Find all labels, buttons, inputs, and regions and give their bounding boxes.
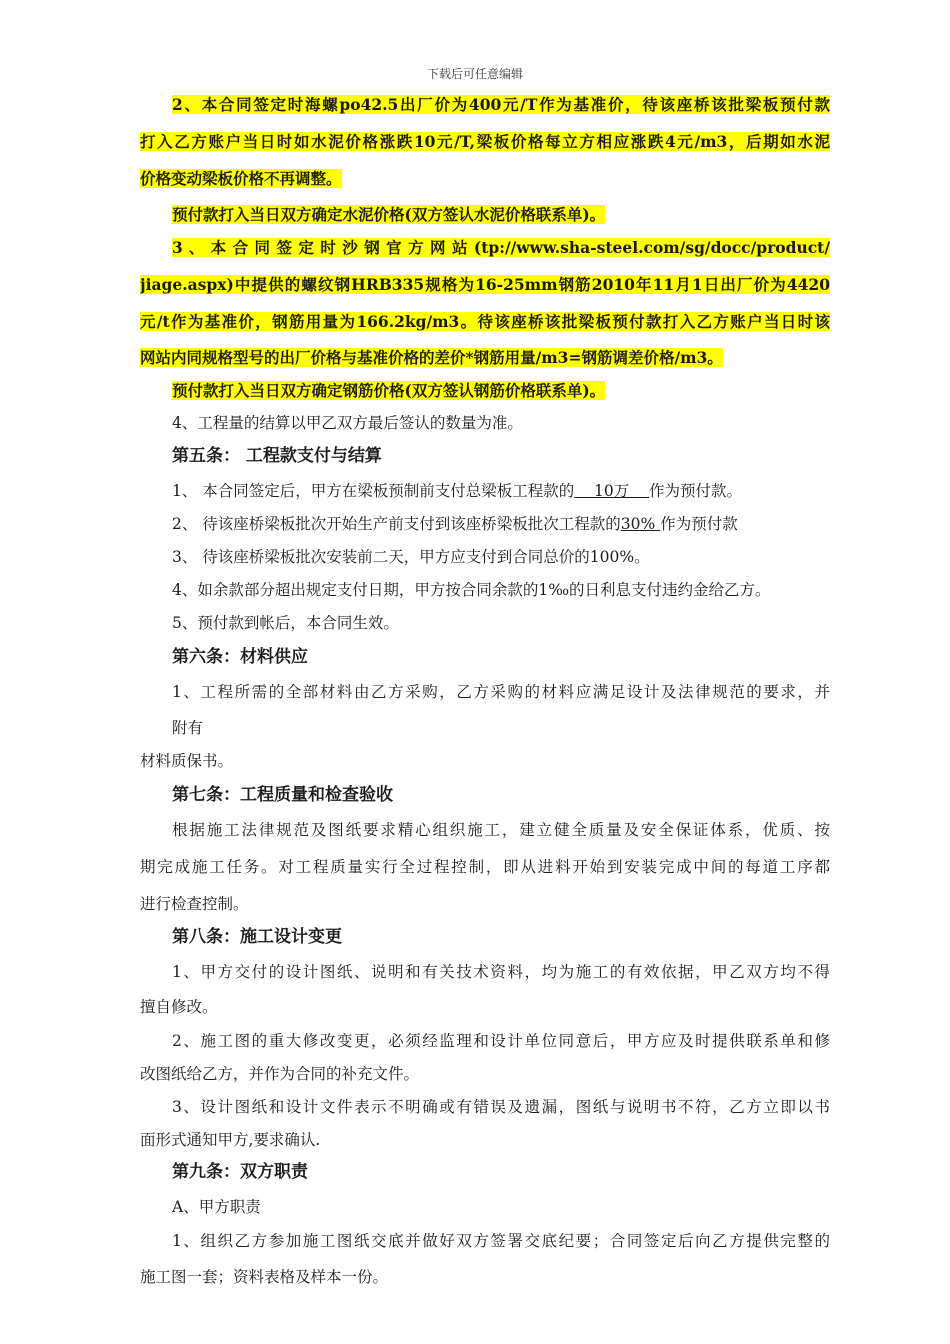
clause8-title: 第八条：施工设计变更	[172, 927, 342, 947]
advance-amount: 10万	[574, 482, 649, 500]
clause8-item1-line1: 1、甲方交付的设计图纸、说明和有关技术资料，均为施工的有效依据，甲乙双方均不得	[172, 963, 830, 981]
clause6-item1-line1: 1、工程所需的全部材料由乙方采购，乙方采购的材料应满足设计及法律规范的要求，并	[172, 683, 830, 701]
clause7-line2: 期完成施工任务。对工程质量实行全过程控制，即从进料开始到安装完成中间的每道工序都	[140, 858, 830, 876]
clause6-item1-line2: 附有	[172, 719, 204, 737]
clause8-item3-line1: 3、设计图纸和设计文件表示不明确或有错误及遗漏，图纸与说明书不符，乙方立即以书	[172, 1098, 830, 1116]
clause8-item2-line2: 改图纸给乙方，并作为合同的补充文件。	[140, 1065, 420, 1083]
clause9-a1-line1: 1、组织乙方参加施工图纸交底并做好双方签署交底纪要；合同签定后向乙方提供完整的	[172, 1232, 830, 1250]
clause9-title: 第九条：双方职责	[172, 1162, 308, 1182]
clause7-line3: 进行检查控制。	[140, 895, 249, 913]
clause4-item3-line3: 元/t作为基准价，钢筋用量为166.2kg/m3。待该座桥该批梁板预付款打入乙方账户当日时该	[140, 312, 830, 331]
clause4-item3-line1: 3 、 本 合 同 签 定 时 沙 钢 官 方 网 站 (tp://www.sha-steel.com/sg/docc/product/	[172, 238, 830, 257]
clause5-item1: 1、 本合同签定后，甲方在梁板预制前支付总梁板工程款的 10万 作为预付款。	[172, 482, 742, 500]
clause5-item3: 3、 待该座桥梁板批次安装前二天，甲方应支付到合同总价的100%。	[172, 548, 650, 566]
clause4-item2-note: 预付款打入当日双方确定水泥价格(双方签认水泥价格联系单)。	[172, 205, 606, 224]
clause6-item1-line3: 材料质保书。	[140, 752, 234, 770]
clause5-title: 第五条： 工程款支付与结算	[172, 446, 382, 466]
clause8-item2-line1: 2、施工图的重大修改变更，必须经监理和设计单位同意后，甲方应及时提供联系单和修	[172, 1032, 830, 1050]
clause7-title: 第七条：工程质量和检查验收	[172, 785, 393, 805]
clause7-line1: 根据施工法律规范及图纸要求精心组织施工，建立健全质量及安全保证体系，优质、按	[172, 821, 830, 839]
clause4-item2-line1: 2、本合同签定时海螺po42.5出厂价为400元/T作为基准价，待该座桥该批梁板预付款	[172, 95, 830, 114]
clause8-item1-line2: 擅自修改。	[140, 998, 218, 1016]
clause4-item2-line3: 价格变动梁板价格不再调整。	[140, 169, 342, 188]
clause4-item2-line2: 打入乙方账户当日时如水泥价格涨跌10元/T,梁板价格每立方相应涨跌4元/m3，后期如水泥	[140, 132, 830, 151]
clause4-item4: 4、工程量的结算以甲乙双方最后签认的数量为准。	[172, 414, 523, 432]
clause6-title: 第六条：材料供应	[172, 647, 308, 667]
clause9-party-a-heading: A、甲方职责	[172, 1198, 261, 1216]
clause4-item3-note: 预付款打入当日双方确定钢筋价格(双方签认钢筋价格联系单)。	[172, 381, 606, 400]
clause5-item4: 4、如余款部分超出规定支付日期，甲方按合同余款的1‰的日利息支付违约金给乙方。	[172, 581, 771, 599]
clause4-item3-line2: jiage.aspx)中提供的螺纹钢HRB335规格为16-25mm钢筋2010年11月1日出厂价为4420	[140, 275, 830, 294]
clause8-item3-line2: 面形式通知甲方,要求确认.	[140, 1131, 321, 1149]
clause5-item5: 5、预付款到帐后，本合同生效。	[172, 614, 399, 632]
advance-percent: 30%	[620, 515, 661, 533]
page-header: 下载后可任意编辑	[426, 67, 523, 81]
clause9-a1-line2: 施工图一套；资料表格及样本一份。	[140, 1268, 389, 1286]
clause5-item2: 2、 待该座桥梁板批次开始生产前支付到该座桥梁板批次工程款的30% 作为预付款	[172, 515, 738, 533]
clause4-item3-line4: 网站内同规格型号的出厂价格与基准价格的差价*钢筋用量/m3=钢筋调差价格/m3。	[140, 348, 723, 367]
